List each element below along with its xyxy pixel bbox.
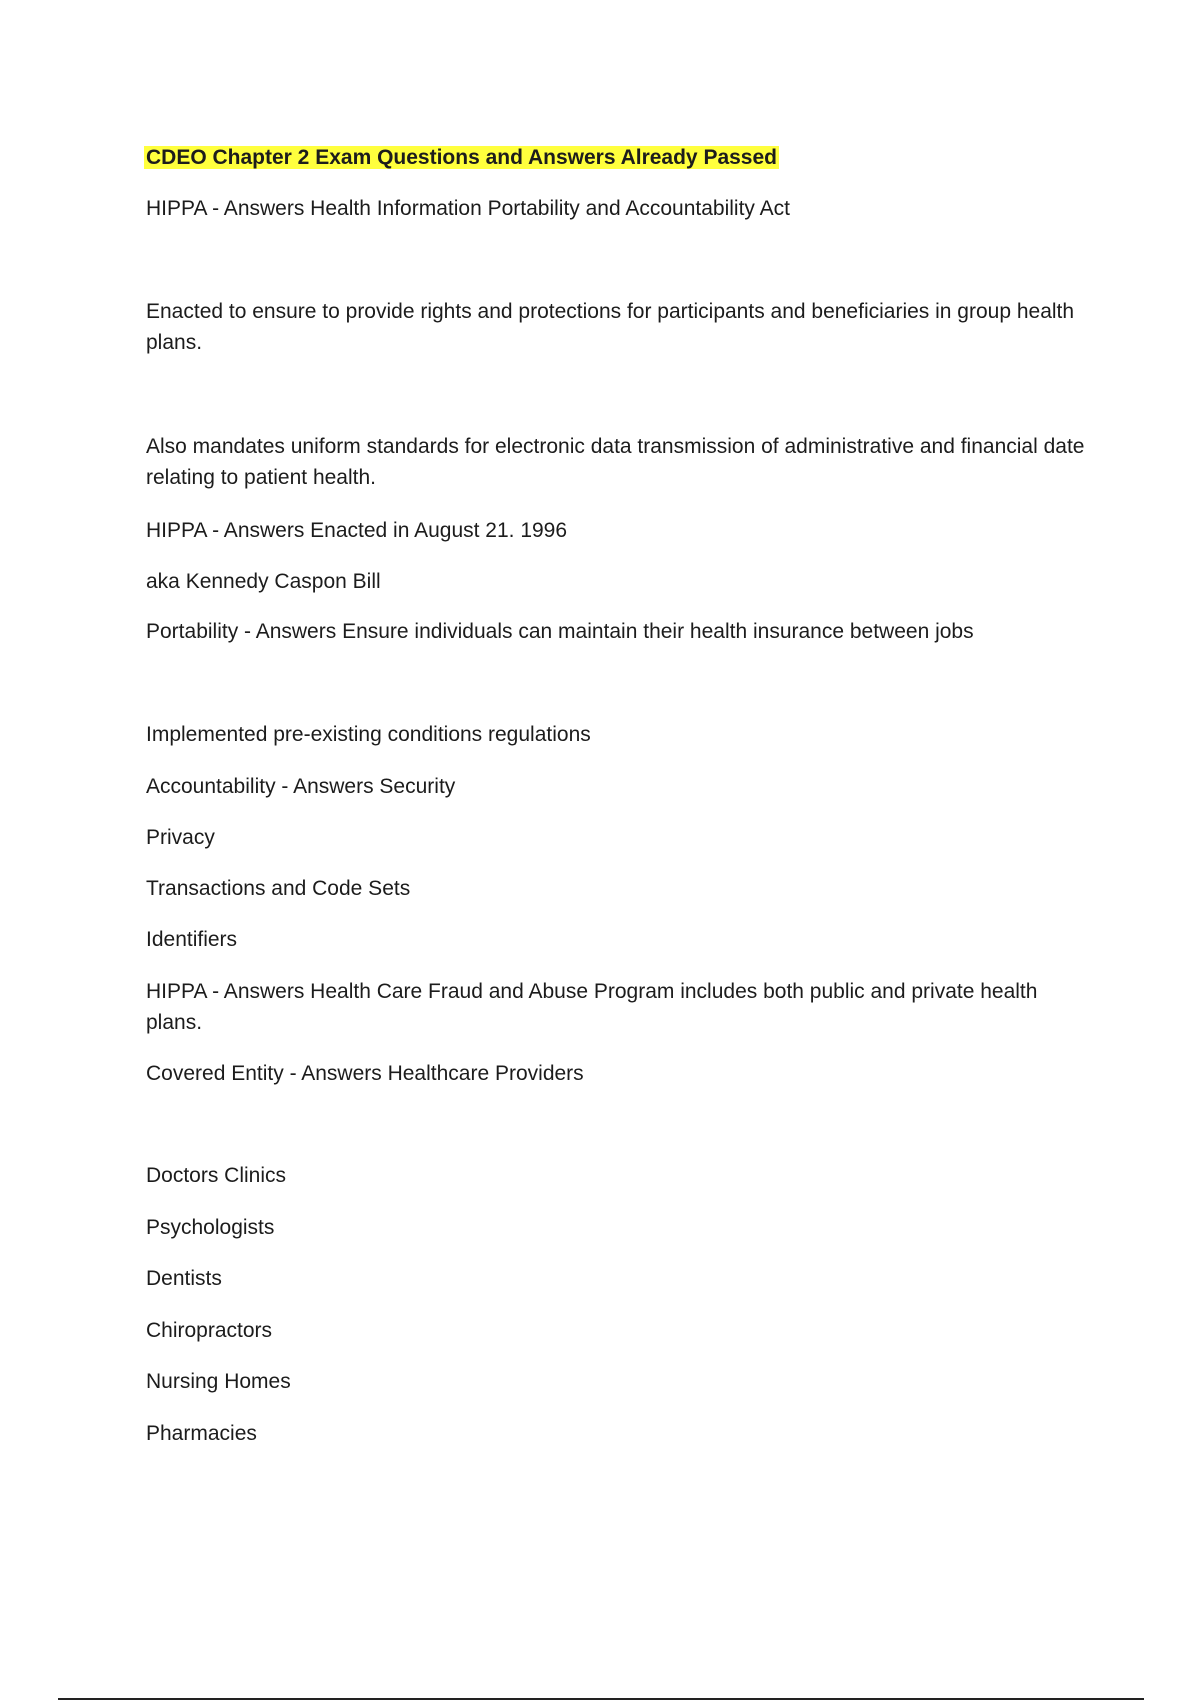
text-line: Doctors Clinics [146, 1164, 287, 1187]
text-line: Also mandates uniform standards for electronic data transmission of administrative and financial date relating to patient health. [146, 435, 1085, 489]
document-title-line [146, 142, 1086, 173]
document-title: CDEO Chapter 2 Exam Questions and Answers Already Passed [146, 146, 777, 169]
text-line: Chiropractors [146, 1319, 273, 1342]
text-line: Accountability - Answers Security [146, 775, 456, 798]
text-line: Implemented pre-existing conditions regulations [146, 723, 591, 746]
text-line: HIPPA - Answers Enacted in August 21. 1996 [146, 519, 568, 542]
text-line: Pharmacies [146, 1422, 257, 1445]
text-line: aka Kennedy Caspon Bill [146, 570, 381, 593]
text-line: Privacy [146, 826, 215, 849]
text-line: Identifiers [146, 928, 238, 951]
text-line: Dentists [146, 1267, 222, 1290]
text-line: Psychologists [146, 1216, 275, 1239]
text-line: Portability - Answers Ensure individuals can maintain their health insurance between jobs [146, 620, 974, 643]
text-line: HIPPA - Answers Health Care Fraud and Abuse Program includes both public and private health plans. [146, 980, 1038, 1034]
text-line: Enacted to ensure to provide rights and protections for participants and beneficiaries in group health plans. [146, 300, 1075, 354]
text-line: Nursing Homes [146, 1370, 291, 1393]
text-line: Transactions and Code Sets [146, 877, 411, 900]
text-line: HIPPA - Answers Health Information Portability and Accountability Act [146, 197, 790, 220]
text-line: Covered Entity - Answers Healthcare Providers [146, 1062, 584, 1085]
